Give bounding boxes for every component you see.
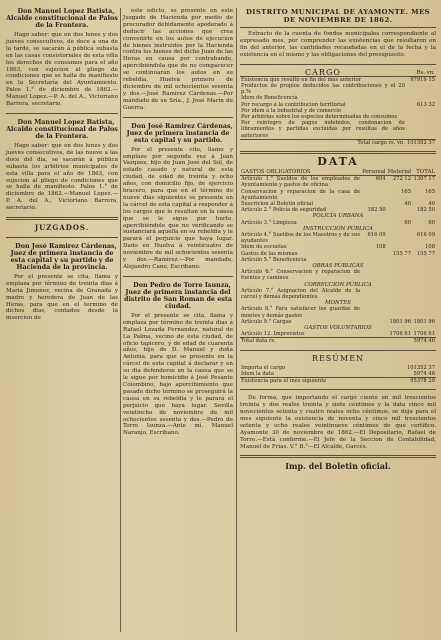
data-row-label: Artículo 6.° Conservacion y reparacion de fuentes y caminos [241, 269, 361, 282]
cargo-row-value [406, 83, 436, 95]
data-row [240, 338, 436, 345]
data-row-material [387, 232, 412, 244]
notice-body: Por el presente cito, llamo y emplazo por segunda vez á Juan Vazquez, hijo de Juan José del Sol, de estado casado y natural de esta ciudad, de edad de treinta y ocho años, con domicilio fijo, de ejercicio bracero, para que en el término de nueve dias siguientes se presente en la cárcel de esta capital á responder á los cargos que le resultan en la causa que se le sigue por hurto, apercibiéndole que no verificando se sustanciará aquella en su rebeldía y le parará el perjuicio que haya lugar. Dado en Huelva á veinticuatro de noviembre de mil ochocientos sesenta y dos.—Ramirez.—Por mandado, Alejandro Cano, Escribano. [123, 146, 233, 270]
data-row-caption: OBRAS PÚBLICAS [312, 263, 364, 270]
data-row-personal [361, 269, 387, 281]
printer-footer: Imp. del Boletin oficial. [285, 461, 391, 472]
resumen-total-value: 95378 29 [406, 377, 436, 384]
cargo-row-label: Existencia que resultó en fin del mes anterior [241, 76, 362, 83]
data-row-material [387, 338, 412, 345]
data-row-material [387, 288, 412, 300]
column-right [240, 8, 436, 470]
data-row-material: 272 12 [392, 176, 411, 183]
data-row-label: Artículo 2.° Policía de seguridad [241, 207, 327, 214]
data-row-label: Suscricion al Boletin oficial [241, 200, 313, 207]
cargo-row-label: Por arbitrios sobre los especies determinadas de consumos [241, 114, 398, 121]
cargo-row [240, 120, 436, 139]
resumen-total-row [240, 377, 436, 384]
data-row-personal: 108 [375, 244, 386, 251]
cargo-row-value: 97919 15 [410, 76, 435, 83]
notice-heading: Don José Ramirez Cárdenas, Juez de primera instancia de esta capital y su partido. [126, 121, 233, 144]
data-header-total: TOTAL [412, 169, 436, 176]
data-row-personal [361, 306, 387, 318]
cargo-total-label: Total cargo rs. vn. [240, 139, 406, 146]
column-middle [123, 8, 233, 440]
column-rule [120, 8, 121, 632]
data-row-caption: CORRECCION PÚBLICA [304, 281, 372, 288]
data-row-caption: POLICÍA URBANA [312, 213, 364, 220]
data-rows [240, 176, 436, 345]
resumen-row [240, 371, 436, 378]
data-row-total [412, 288, 436, 300]
data-row-caption: INSTRUCCION PÚBLICA [303, 225, 373, 232]
data-row-personal [361, 288, 387, 300]
divider [6, 113, 118, 114]
notice-body: Hago saber: que en dos lunes y dos jueves consecutivos, de doce a una de la tarde, se sacarán á pública subasta en las casas consistoriales de esta villa los derechos de consumos para el año 1863, con sujecion al pliego de condiciones que se halla de manifiesto en la Secretaría del Ayuntamiento. Palos 1.° de diciembre de 1862.—Manuel Lopez.—P. A. del A., Victoriano Barrera, secretario. [6, 32, 118, 108]
resumen-row-label: Importa el cargo [241, 364, 286, 371]
data-row [240, 176, 436, 189]
data-row-material [387, 269, 412, 281]
data-row-label: Artículo 1.° Sueldos de los empleados de Ayuntamiento y gastos de oficina [241, 176, 361, 189]
data-row-label: Artículo 4.° Sueldos de los Maestros y de sus ayudantes [241, 232, 361, 245]
divider [6, 217, 118, 220]
resumen-title: RESÚMEN [311, 353, 365, 363]
data-row-label: Gastos de las mismas [241, 250, 298, 257]
data-row-material: 165 [401, 188, 411, 195]
data-row-label: Artículo 8.° Para satisfacer los guardas de montes y demás gastos [241, 306, 361, 319]
cargo-row-value [406, 120, 436, 139]
data-row-total: 1801 96 [413, 318, 435, 325]
cargo-row [240, 76, 436, 83]
masthead: DISTRITO MUNICIPAL DE AYAMONTE. MES DE NOVIEMBRE DE 1862. [240, 8, 436, 28]
cargo-row-label: Por reintegro de pagos indebidos, condonacion de libramientos y partidas excluidas por resultas de años anteriores [241, 120, 405, 139]
data-row-personal [361, 331, 387, 338]
data-row-personal [361, 189, 387, 201]
divider [6, 237, 118, 238]
data-row-total: 155 77 [416, 250, 435, 257]
cargo-row-label: Productos de propios deducidos las contribuciones y el 20 p.% [241, 83, 405, 96]
data-row-total [412, 269, 436, 281]
cargo-total-value: 101352 37 [406, 139, 435, 146]
notice-body: este edicto, se presente en este Juzgado de Hacienda por medio de procurador debidamente apoderado á deducir las acciones que crea convenirle en los autos de ejecucion de bienes instruidos por la Hacienda contra los bienes del dicho Juan de las Heras en causa por contrabando, apercibiéndola que de no comparecer se continuarán los autos en su rebeldía. Huelva primero de diciembre de mil ochocientos sesenta y dos.—José Ramirez Cárdenas.—Por mandado de su Sría., J. José Marín de Guerra. [123, 8, 233, 111]
extract-intro: Extracto de la cuenta de fondos municipales correspondiente al expresado mes, por comprender las existencias que resultaron en fin del anterior, las cantidades recaudadas en el de la fecha y la existencia en el mismo y las obligaciones del presupuesto. [240, 31, 436, 58]
data-row-total: 5974 46 [413, 338, 435, 345]
cargo-rows [240, 76, 436, 139]
divider [240, 151, 436, 154]
data-row-personal: 616 09 [367, 232, 386, 238]
data-row-label: Idem de escuelas [241, 244, 287, 251]
cargo-row-label: Idem de Beneficencia [241, 95, 298, 102]
cargo-unit: Rs. vn. [406, 70, 436, 77]
cargo-title: CARGO [240, 70, 406, 77]
data-header-personal: Personal [362, 168, 386, 175]
cargo-total-row [240, 139, 436, 146]
cargo-row-label: Por idem á la industrial y de comercio [241, 107, 342, 114]
data-row-material [387, 306, 412, 318]
data-row-total: 182 50 [416, 207, 435, 214]
notice-heading: Don José Ramirez Cárdenas, Juez de primera instancia de esta capital y su partido y de Hacienda de la provincia. [10, 241, 117, 271]
divider [123, 276, 233, 277]
data-row-label: Total data rs. [240, 338, 361, 345]
data-row-material: 60 [404, 219, 411, 226]
notice-body: Hago saber: que en dos lunes y dos jueves consecutivos, de las nueve a las doce del dia, se sacarán á pública subasta los arbitrios municipales de esta villa para el año de 1863, con sujecion al pliego de condiciones que se halla de manifiesto. Palos 1.° de diciembre de 1862.—Manuel Lopez.—P. A. del A., Victoriano Barrera, secretario. [6, 142, 118, 212]
cargo-row-label: Por recargo á la contribucion territorial [241, 101, 346, 108]
data-row-material: 155 77 [392, 250, 411, 257]
resumen-table [240, 365, 436, 385]
data-row-total: 1307 17 [413, 176, 435, 183]
data-row-total: 108 [425, 244, 435, 251]
data-row-total: 40 [428, 200, 435, 207]
data-row [240, 269, 436, 281]
data-row [240, 189, 436, 201]
data-row-total [412, 306, 436, 318]
data-row-personal: 182 50 [367, 207, 386, 214]
notice-heading: Don Pedro de Torre Isunza, Juez de primera instancia del distrito de San Roman de esta ciudad. [124, 280, 232, 310]
cargo-row-value: 613 32 [416, 101, 435, 108]
notice-body: Por el presente se cita, llama y emplaza por término de treinta dias á Maria Jimenez, vecina de Granada y madre y heredera de Juan de las Heras, para que en el termino de dichos dias, contados desde la insercion de [6, 273, 118, 322]
data-title: DATA [317, 155, 359, 169]
data-row-material: 1706 61 [389, 331, 411, 338]
data-row [240, 288, 436, 300]
data-row-total: 616 09 [416, 232, 435, 238]
data-row-material: 40 [404, 200, 411, 207]
column-left [6, 8, 118, 325]
data-row-label: Conservacion y reparacion de la casa de Ayuntamiento [241, 188, 361, 201]
notice-body: Por el presente se cita, llama y emplaza por término de treinta dias á Rafael Lozada Fernandez, natural de La Palma, vecino de esta ciudad, de oficio tapicero, y de edad de cuarenta años, hijo de D. Manuel y doña Antonia, para que se presente en la cárcel de esta capital á declarar y en su dia defenderse en la causa que se le sigue por homicidio á José Pesante Colombino, bajo apercibimiento que pasado dicho término se proseguirá la causa en su rebeldía y le parará el perjuicio que haya lugar. Sevilla veintiocho de noviembre de mil ochocientos sesenta y dos.—Pedro de Torre Isunza.—Ante mí, Manuel Naranjo, Escribano. [123, 312, 233, 437]
data-row [240, 232, 436, 244]
data-header-concept: GASTOS OBLIGATORIOS [240, 169, 361, 176]
notice-heading: Don Manuel Lopez Batista, Alcalde constitucional de Palos de la Frontera. [6, 7, 118, 29]
data-row [240, 331, 436, 338]
data-row-total: 165 [425, 188, 435, 195]
data-row-label: Artículo 5.° Beneficencia [241, 256, 307, 263]
data-row-total: 60 [428, 219, 435, 226]
data-row [240, 306, 436, 318]
data-row-label: Artículo 7.° Asignacion del Alcalde de la cárcel y demás dependientes [241, 287, 361, 301]
notice-heading: Don Manuel Lopez Batista, Alcalde constitucional de Palos de la Frontera. [6, 117, 118, 140]
resumen-row-value: 5974 46 [413, 370, 435, 377]
cargo-row [240, 83, 436, 95]
data-row-label: Artículo 3.° Limpieza [241, 219, 297, 226]
column-rule [236, 8, 237, 632]
cargo-table [240, 67, 436, 146]
resumen-row-label: Idem la data [241, 370, 274, 377]
data-row-personal [361, 338, 387, 345]
resumen-row-value: 101352 37 [406, 364, 435, 371]
divider [240, 455, 436, 458]
data-table [240, 169, 436, 345]
closing-text: De forma, que importando el cargo ciento un mil trescientos treinta y dos reales treinta y siete céntimos y la data cinco mil novecientos setenta y cuatro reales ocho céntimos, se deja para el mes siguiente la existencia de noventa y cinco mil trescientos setenta y ocho reales veintinueve céntimos de que certifico. Ayamonte 30 de noviembre de 1862.—El Depositario, Rafael de Torre.—Está conforme.—El Jefe de la Seccion de Contabilidad, Manuel de Frias. V.° B.°—El Alcalde, Garcés. [240, 395, 436, 450]
data-row-caption: GASTOS VOLUNTARIOS [304, 325, 372, 332]
divider [240, 389, 436, 390]
data-row-material: 1801 96 [389, 318, 411, 325]
resumen-total-label: Existencia para el mes siguiente [240, 377, 406, 384]
section-title: JUZGADOS. [34, 223, 90, 233]
data-row-label: Artículo 12. Imprevistos [241, 331, 305, 338]
divider [240, 350, 436, 351]
divider [240, 64, 436, 65]
data-header-material: Material [387, 168, 411, 175]
data-row-caption: MONTES [325, 300, 351, 307]
data-row-label: Artículo 9.° Cargas [241, 318, 292, 325]
divider [123, 117, 233, 118]
data-row-personal: 604 [375, 176, 386, 183]
data-row-total: 1706 61 [413, 331, 435, 338]
